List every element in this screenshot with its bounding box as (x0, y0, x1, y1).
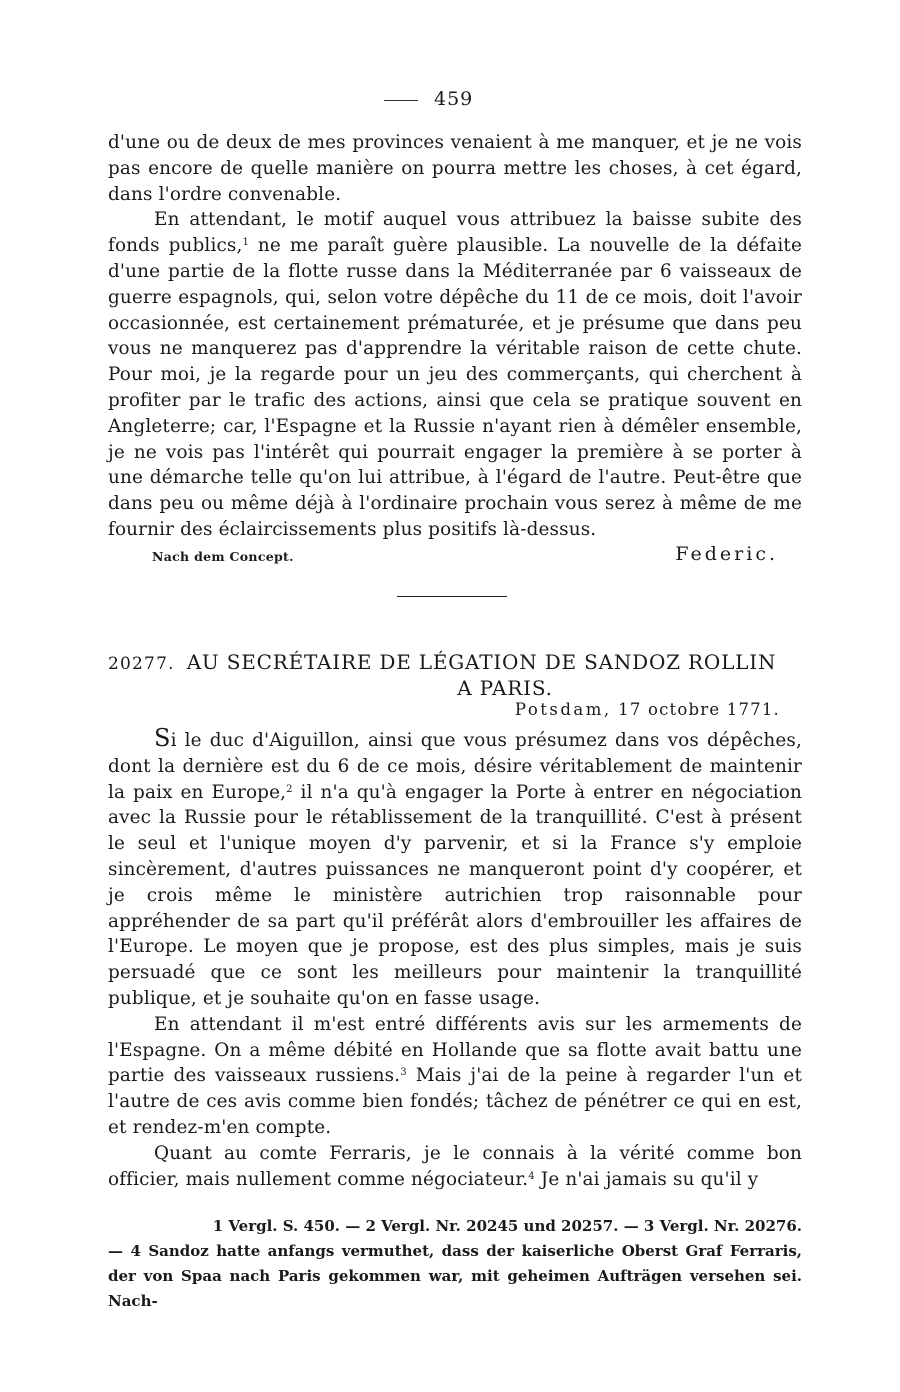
letter-body (108, 726, 802, 1192)
continued-letter (108, 130, 802, 569)
letter-addressee: AU SECRÉTAIRE DE LÉGATION DE SANDOZ ROLLIN (186, 650, 777, 674)
footnote-marker: 3 (400, 1067, 407, 1079)
source-note: Nach dem Concept. (152, 548, 294, 564)
paragraph-text-start: En attendant, le motif auquel vous attribuez la baisse subite des fonds publics, (108, 209, 802, 257)
page-number: 459 (434, 88, 474, 110)
paragraph-armements (108, 1012, 802, 1141)
section-divider (397, 596, 507, 597)
footnote-line: 1 Vergl. S. 450. — 2 Vergl. Nr. 20245 und 20257. — 3 Vergl. Nr. 20276. (212, 1217, 802, 1235)
paragraph-aiguillon (108, 726, 802, 1012)
paragraph-text-start: Quant au comte Ferraris, je le connais à la vérité comme bon officier, mais nullement comme négociateur. (108, 1142, 802, 1190)
dateline (515, 700, 780, 719)
header-dash (384, 100, 418, 101)
paragraph-text-end: Je n'ai jamais su qu'il y (534, 1168, 759, 1190)
paragraph-text-start: i le duc d'Aiguillon, ainsi que vous présumez dans vos dépêches, dont la dernière est du 6 de ce mois, désire véritablement de maintenir la paix en Europe, (108, 730, 802, 803)
signature: Federic. (675, 542, 778, 565)
letter-heading (108, 650, 802, 702)
letter-destination: A PARIS. (457, 676, 553, 700)
paragraph-baisse-des-fonds (108, 207, 802, 542)
dateline-place: Potsdam, (514, 700, 612, 719)
continued-paragraph: d'une ou de deux de mes provinces venaient à me manquer, et je ne vois pas encore de quelle manière on pourra mettre les choses, à cet égard, dans l'ordre convenable. (108, 132, 802, 205)
initial-letter: S (154, 724, 171, 752)
footnote-marker: 1 (242, 237, 250, 249)
paragraph-text-end: ne me paraît guère plausible. La nouvelle de la défaite d'une partie de la flotte russe dans la Méditerranée par 6 vaisseaux de guerre espagnols, qui, selon votre dépêche du 11 de ce mois, doit l'avoir occasionnée, est certainement prématurée, et je présume que dans peu vous ne manquerez pas d'apprendre la véritable raison de cette chute. Pour moi, je la regarde pour un jeu des commerçants, qui cherchent à profiter par le trafic des actions, ainsi que cela se pratique souvent en Angleterre; car, l'Espagne et la Russie n'ayant rien à démêler ensemble, je ne vois pas l'intérêt qui pourrait engager la première à se porter à une démarche telle qu'on lui attribue, à l'égard de l'autre. Peut-être que dans peu ou même déjà à l'ordinaire prochain vous serez à même de me fournir des éclaircissements plus positifs là-dessus. (108, 235, 802, 540)
paragraph-text-end: il n'a qu'à engager la Porte à entrer en négociation avec la Russie pour le rétablissement de la tranquillité. C'est à présent le seul et l'unique moyen d'y parvenir, et si la France s'y emploie sincèrement, d'autres puissances ne manqueront point d'y coopérer, et je crois même le ministère autrichien trop raisonnable pour appréhender de sa part qu'il préférât alors d'embrouiller les affaires de l'Europe. Le moyen que je propose, est des plus simples, mais je suis persuadé que ce sont les meilleurs pour maintenir la tranquillité publique, et je souhaite qu'on en fasse usage. (108, 781, 803, 1009)
page-header (0, 88, 900, 116)
letter-number: 20277. (108, 654, 175, 674)
closing-row (108, 543, 802, 569)
footnotes (108, 1214, 802, 1314)
dateline-date: 17 octobre 1771. (618, 700, 780, 719)
footnote-marker: 2 (286, 783, 293, 795)
footnote-marker: 4 (528, 1170, 535, 1182)
paragraph-text-end: Mais j'ai de la peine à regarder l'un et l'autre de ces avis comme bien fondés; tâchez de pénétrer ce qui en est, et rendez-m'en compte. (108, 1065, 802, 1138)
footnote-line: — 4 Sandoz hatte anfangs vermuthet, dass der kaiserliche Oberst Graf Ferraris, der von Spaa nach Paris gekommen war, mit geheimen Aufträgen versehen sei. Nach- (108, 1242, 802, 1310)
paragraph-ferraris (108, 1141, 802, 1193)
paragraph-text-start: En attendant il m'est entré différents avis sur les armements de l'Espagne. On a même débité en Hollande que sa flotte avait battu une partie des vaisseaux russiens. (108, 1013, 802, 1087)
